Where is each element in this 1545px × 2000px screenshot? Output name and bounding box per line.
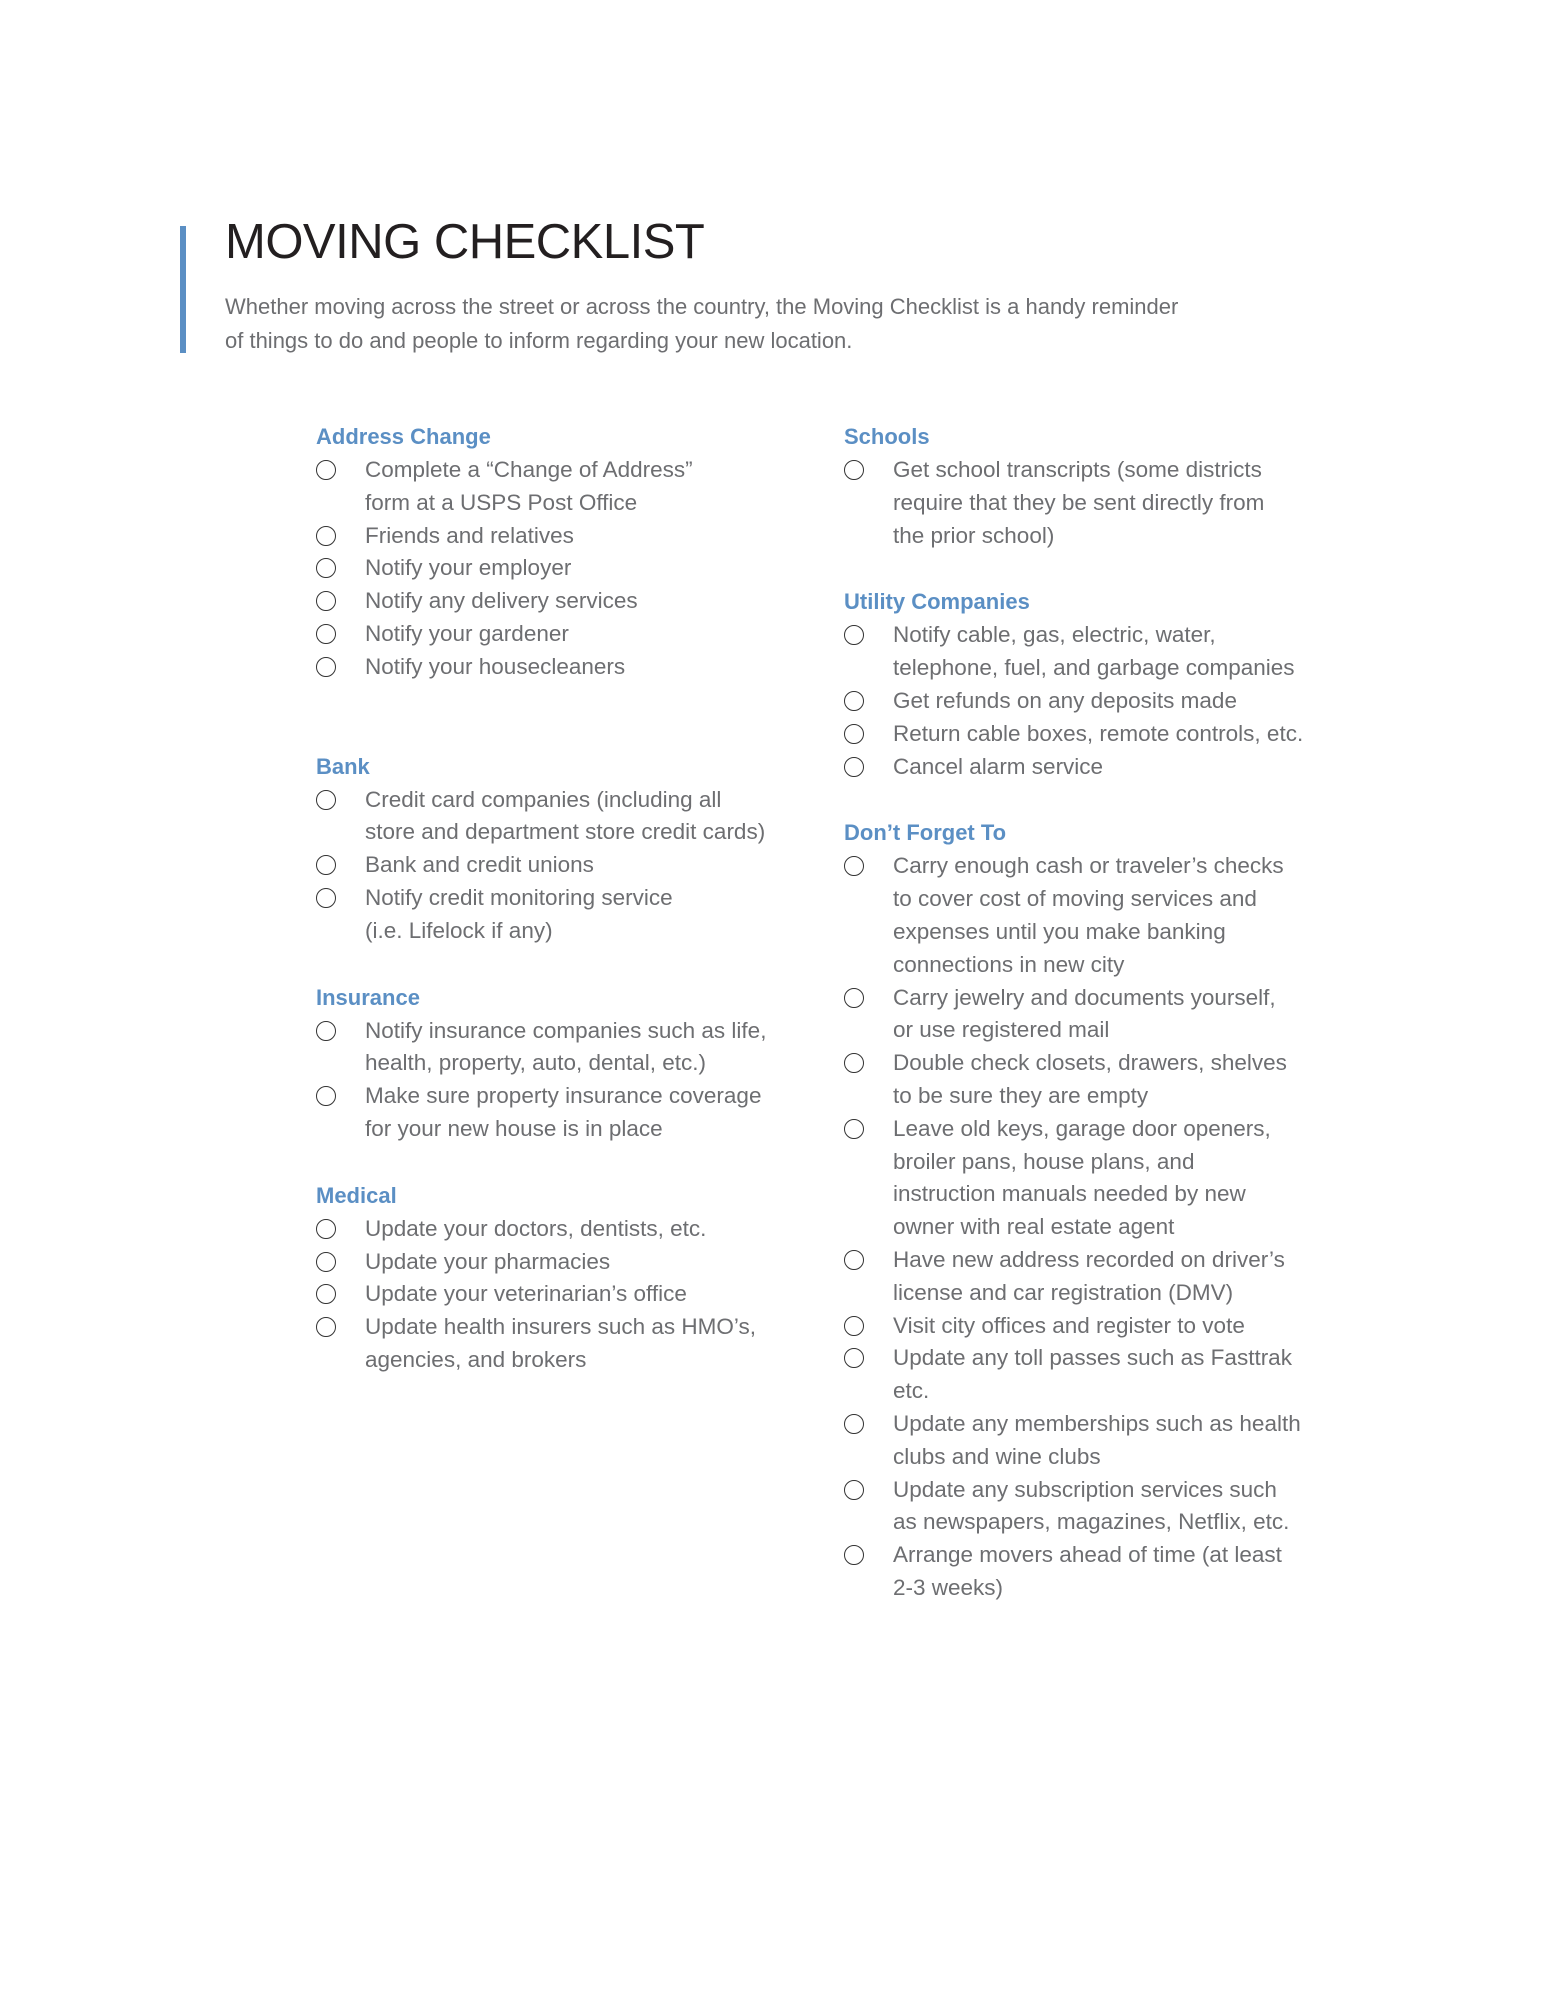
- checklist-item: [844, 1047, 1344, 1113]
- checklist: [316, 1213, 816, 1377]
- checklist-item-text: [365, 651, 816, 684]
- checklist-item-text: [893, 850, 1344, 981]
- checklist-item-text: [365, 784, 816, 850]
- checklist-item-text: [365, 1278, 816, 1311]
- checklist-item: [844, 1342, 1344, 1408]
- checklist-item-line: Make sure property insurance coverage: [365, 1083, 762, 1109]
- checklist-item-line: Update any memberships such as health: [893, 1410, 1301, 1436]
- checklist-item-line: telephone, fuel, and garbage companies: [893, 655, 1295, 681]
- checklist-item: [316, 882, 816, 948]
- checkbox-circle-icon[interactable]: [316, 888, 336, 908]
- checklist-item-text: [365, 585, 816, 618]
- checklist-item-text: [365, 618, 816, 651]
- checklist-item-line: Cancel alarm service: [893, 753, 1104, 779]
- checklist-item-text: [365, 552, 816, 585]
- section-bank: [316, 750, 816, 948]
- checklist-item: [844, 1113, 1344, 1244]
- checklist-item: [316, 1311, 816, 1377]
- checklist-item-line: clubs and wine clubs: [893, 1443, 1101, 1469]
- checklist-item-text: [893, 1539, 1344, 1605]
- checklist-item-line: Double check closets, drawers, shelves: [893, 1050, 1287, 1076]
- section-title: Bank: [316, 753, 370, 779]
- checklist-item: [844, 1244, 1344, 1310]
- checkbox-circle-icon[interactable]: [316, 526, 336, 546]
- checklist-item-text: [893, 1474, 1344, 1540]
- checkbox-circle-icon[interactable]: [844, 757, 864, 777]
- subtitle-line: Whether moving across the street or across the country, the Moving Checklist is a handy reminder: [225, 294, 1179, 319]
- checklist-item: [844, 982, 1344, 1048]
- checklist-item-line: Credit card companies (including all: [365, 786, 722, 812]
- checklist-item: [316, 849, 816, 882]
- checklist-item-line: Notify your employer: [365, 555, 572, 581]
- checklist-item: [844, 685, 1344, 718]
- checklist-item: [316, 454, 816, 520]
- checklist-item-text: [365, 520, 816, 553]
- checklist-item: [316, 1246, 816, 1279]
- checklist-item: [844, 1310, 1344, 1343]
- checklist-item: [844, 1474, 1344, 1540]
- checklist-item-line: owner with real estate agent: [893, 1214, 1175, 1240]
- checklist-item: [316, 585, 816, 618]
- checkbox-circle-icon[interactable]: [316, 1252, 336, 1272]
- checkbox-circle-icon[interactable]: [316, 1317, 336, 1337]
- checklist-item-line: etc.: [893, 1378, 930, 1404]
- checkbox-circle-icon[interactable]: [316, 1021, 336, 1041]
- checklist-item: [316, 552, 816, 585]
- checklist-item-text: [893, 619, 1344, 685]
- checkbox-circle-icon[interactable]: [844, 1119, 864, 1139]
- checklist-item-line: Friends and relatives: [365, 522, 574, 548]
- checklist-item-text: [365, 1311, 816, 1377]
- checklist-item-text: [365, 1015, 816, 1081]
- checklist-item-line: Have new address recorded on driver’s: [893, 1246, 1285, 1272]
- checklist-item-text: [893, 1047, 1344, 1113]
- checklist-item-text: [893, 685, 1344, 718]
- checklist-item: [316, 1015, 816, 1081]
- checklist-item: [844, 1408, 1344, 1474]
- checkbox-circle-icon[interactable]: [316, 591, 336, 611]
- checklist-item-line: Update health insurers such as HMO’s,: [365, 1314, 757, 1340]
- checkbox-circle-icon[interactable]: [316, 790, 336, 810]
- checkbox-circle-icon[interactable]: [316, 1086, 336, 1106]
- checklist-item-line: Complete a “Change of Address”: [365, 457, 693, 482]
- checklist-item-line: as newspapers, magazines, Netflix, etc.: [893, 1509, 1290, 1535]
- checklist-item-line: Notify any delivery services: [365, 588, 638, 614]
- section-insurance: [316, 981, 816, 1146]
- checklist-item-line: license and car registration (DMV): [893, 1279, 1234, 1305]
- checklist-item-line: require that they be sent directly from: [893, 489, 1265, 515]
- checkbox-circle-icon[interactable]: [844, 988, 864, 1008]
- checkbox-circle-icon[interactable]: [844, 1348, 864, 1368]
- checklist-item-line: health, property, auto, dental, etc.): [365, 1050, 707, 1076]
- checklist-item-line: or use registered mail: [893, 1017, 1110, 1043]
- checklist-item-line: Update your veterinarian’s office: [365, 1281, 687, 1307]
- checkbox-circle-icon[interactable]: [844, 1316, 864, 1336]
- checklist-item-line: agencies, and brokers: [365, 1346, 587, 1372]
- checklist-item-line: Update any subscription services such: [893, 1476, 1277, 1502]
- left-column: [316, 420, 816, 1377]
- checklist-item: [844, 454, 1344, 552]
- checklist-item-text: [893, 1408, 1344, 1474]
- checkbox-circle-icon[interactable]: [316, 558, 336, 578]
- section-title: Don’t Forget To: [844, 820, 1007, 846]
- checklist-item-text: [365, 1246, 816, 1279]
- checklist-item-text: [365, 1080, 816, 1146]
- checkbox-circle-icon[interactable]: [316, 1219, 336, 1239]
- checklist: [844, 454, 1344, 552]
- section-title: Schools: [844, 424, 930, 449]
- checklist-item-line: Get refunds on any deposits made: [893, 687, 1237, 713]
- checkbox-circle-icon[interactable]: [844, 1250, 864, 1270]
- checklist-item-line: Update any toll passes such as Fasttrak: [893, 1345, 1292, 1371]
- checkbox-circle-icon[interactable]: [316, 624, 336, 644]
- checklist-item-line: Notify insurance companies such as life,: [365, 1017, 767, 1043]
- right-column: [844, 420, 1344, 1605]
- checklist-item-text: [365, 1213, 816, 1246]
- checklist-item: [316, 520, 816, 553]
- checklist-item-text: [365, 454, 816, 520]
- checklist-item-text: [893, 1342, 1344, 1408]
- checklist-item-text: [893, 982, 1344, 1048]
- checklist-item-line: Arrange movers ahead of time (at least: [893, 1542, 1282, 1568]
- checklist: [844, 850, 1344, 1604]
- checklist-item-line: Update your pharmacies: [365, 1248, 611, 1274]
- checklist-item-line: Get school transcripts (some districts: [893, 457, 1262, 482]
- checklist-item-line: expenses until you make banking: [893, 918, 1226, 944]
- section-title: Utility Companies: [844, 589, 1030, 615]
- checklist-item-line: Return cable boxes, remote controls, etc.: [893, 720, 1304, 746]
- checklist-item: [844, 850, 1344, 981]
- checkbox-circle-icon[interactable]: [844, 724, 864, 744]
- checklist: [316, 454, 816, 684]
- checkbox-circle-icon[interactable]: [844, 691, 864, 711]
- checklist-item: [844, 718, 1344, 751]
- checklist-item-line: Notify your housecleaners: [365, 653, 626, 679]
- checkbox-circle-icon[interactable]: [844, 1053, 864, 1073]
- checklist: [316, 784, 816, 948]
- section-title: Address Change: [316, 424, 491, 449]
- section-schools: [844, 420, 1344, 552]
- checklist-item-text: [365, 849, 816, 882]
- checklist-item-line: Leave old keys, garage door openers,: [893, 1115, 1271, 1141]
- checklist-item-line: Update your doctors, dentists, etc.: [365, 1215, 707, 1241]
- checklist-item-line: Notify your gardener: [365, 620, 569, 646]
- checklist-item-line: Visit city offices and register to vote: [893, 1312, 1245, 1338]
- checklist-item-text: [893, 751, 1344, 784]
- section-medical: [316, 1179, 816, 1377]
- checkbox-circle-icon[interactable]: [844, 856, 864, 876]
- checklist-item-line: for your new house is in place: [365, 1115, 663, 1141]
- checklist-item-line: form at a USPS Post Office: [365, 489, 638, 515]
- checkbox-circle-icon[interactable]: [844, 1414, 864, 1434]
- checklist: [316, 1015, 816, 1146]
- checklist-item-line: instruction manuals needed by new: [893, 1181, 1246, 1207]
- section-title: Medical: [316, 1182, 397, 1208]
- checklist-item-line: Bank and credit unions: [365, 852, 594, 878]
- checklist-item-line: Carry enough cash or traveler’s checks: [893, 853, 1284, 879]
- subtitle-line: of things to do and people to inform regarding your new location.: [225, 328, 853, 353]
- checklist-item-line: connections in new city: [893, 951, 1125, 977]
- checkbox-circle-icon[interactable]: [844, 625, 864, 645]
- checklist-item: [316, 618, 816, 651]
- checkbox-circle-icon[interactable]: [316, 460, 336, 480]
- checklist-item-line: to cover cost of moving services and: [893, 886, 1257, 912]
- checklist-item: [844, 619, 1344, 685]
- section-dont-forget-to: [844, 816, 1344, 1604]
- checklist-item-text: [893, 1113, 1344, 1244]
- checkbox-circle-icon[interactable]: [316, 657, 336, 677]
- checklist-item: [316, 651, 816, 684]
- accent-bar: [180, 226, 186, 353]
- checklist-item: [316, 1213, 816, 1246]
- section-address-change: [316, 420, 816, 684]
- checklist-item: [316, 1080, 816, 1146]
- section-title: Insurance: [316, 984, 420, 1010]
- checklist-item-line: (i.e. Lifelock if any): [365, 917, 553, 943]
- checkbox-circle-icon[interactable]: [844, 460, 864, 480]
- checkbox-circle-icon[interactable]: [844, 1480, 864, 1500]
- checkbox-circle-icon[interactable]: [316, 1284, 336, 1304]
- checklist-item-line: to be sure they are empty: [893, 1082, 1149, 1108]
- checklist-item-text: [893, 1310, 1344, 1343]
- checklist-item: [844, 1539, 1344, 1605]
- page-subtitle: [225, 290, 1285, 358]
- checklist-item: [316, 784, 816, 850]
- checklist-item-line: Carry jewelry and documents yourself,: [893, 984, 1276, 1010]
- checkbox-circle-icon[interactable]: [844, 1545, 864, 1565]
- checklist-item-line: Notify credit monitoring service: [365, 884, 673, 910]
- checklist-item-line: Notify cable, gas, electric, water,: [893, 622, 1216, 648]
- checklist-item-line: broiler pans, house plans, and: [893, 1148, 1195, 1174]
- checklist-item-line: 2-3 weeks): [893, 1574, 1004, 1600]
- page-title: MOVING CHECKLIST: [225, 215, 705, 269]
- section-utility-companies: [844, 585, 1344, 783]
- checklist-item-text: [365, 882, 816, 948]
- checklist-item-text: [893, 454, 1344, 552]
- checklist-item: [316, 1278, 816, 1311]
- checklist: [844, 619, 1344, 783]
- checkbox-circle-icon[interactable]: [316, 855, 336, 875]
- checklist-item-line: the prior school): [893, 522, 1055, 548]
- checklist-item-text: [893, 1244, 1344, 1310]
- checklist-item-text: [893, 718, 1344, 751]
- checklist-item-line: store and department store credit cards): [365, 819, 766, 845]
- checklist-item: [844, 751, 1344, 784]
